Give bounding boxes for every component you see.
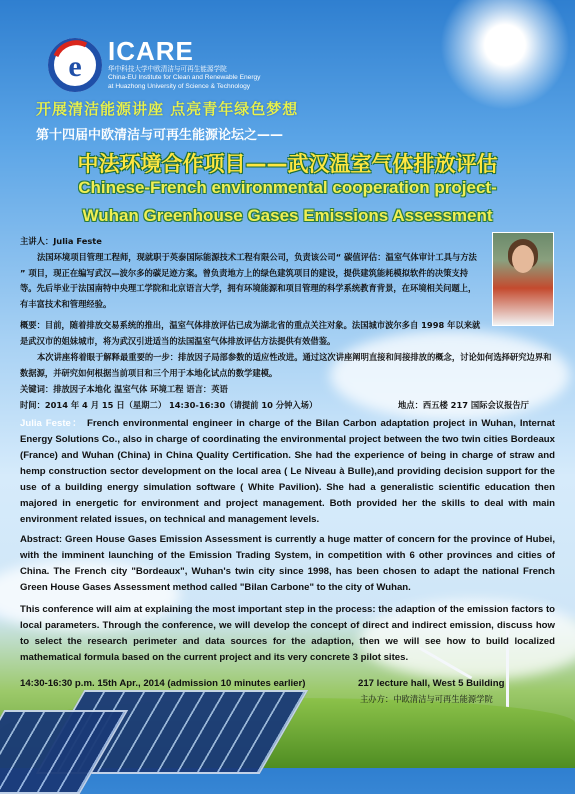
sun-glare bbox=[440, 0, 570, 110]
logo-sub-line: at Huazhong University of Science & Technology bbox=[108, 82, 251, 90]
time-en: 14:30-16:30 p.m. 15th Apr., 2014 (admission 10 minutes earlier) bbox=[20, 678, 306, 689]
summary-text-2: 本次讲座将着眼于解释最重要的一步：排放因子局部参数的适应性改进。通过这次讲座阐明直接和间接排放的概念，讨论如何选择研究边界和数据源，并研究如何根据当前项目和三个用于本地化试点的数学建模。 bbox=[20, 352, 552, 378]
speaker-bio-cn: 法国环境项目管理工程师，现就职于英泰国际能源技术工程有限公司，负责该公司“ 碳值评估：温室气体审计工具与方法 ” 项目，现正在编写武汉—波尔多的碳足迹方案。曾负责地方上的绿色建筑项目的建设，提供建筑能耗模拟软件的决策支持等。先后毕业于法国南特中央理工学院和北京语言大学，拥有环境能源和项目管理的科学系统教育背景，在环境相关问题上，有丰富技术和管理经验。 bbox=[20, 252, 477, 309]
main-title-en-line1: Chinese-French environmental cooperation project- bbox=[78, 178, 497, 197]
logo-sub-line: 华中科技大学中欧清洁与可再生能源学院 bbox=[108, 66, 227, 73]
summary-label: 概要： bbox=[20, 320, 45, 330]
abstract-text-2: This conference will aim at explaining the most important step in the process: the adaption of the emission factors to local parameters. Through the conference, we will develop the concept of direct and indirect emission, discuss how to select the research perimeter and data sources for the adaption, then we will see how to build localized mathematical formula based on the current project and its very concrete 3 pilot sites. bbox=[20, 604, 555, 663]
time-cn: 时间：2014 年 4 月 15 日（星期二） 14:30-16:30（请提前 10 分钟入场） bbox=[20, 400, 318, 410]
main-title-cn: 中法环境合作项目——武汉温室气体排放评估 bbox=[77, 152, 498, 176]
logo-wordmark: ICARE bbox=[108, 36, 194, 66]
speaker-label: 主讲人： bbox=[20, 236, 54, 246]
place-cn: 地点：西五楼 217 国际会议报告厅 bbox=[398, 400, 529, 410]
keywords-line: 关键词：排放因子本地化 温室气体 环境工程 语言：英语 bbox=[20, 384, 228, 394]
abstract-label: Abstract: bbox=[20, 534, 63, 545]
speaker-bio-en bbox=[20, 416, 555, 528]
logo-sub-line: China-EU Institute for Clean and Renewable Energy bbox=[108, 74, 261, 82]
logo-subtitle bbox=[108, 66, 260, 91]
speaker-section-cn bbox=[20, 234, 482, 250]
bio-en-text: French environmental engineer in charge of the Bilan Carbon adaptation project in Wuhan, Internat Energy Solutions Co., also in charge of coordinating the environmental project between the two twin cities Bordeaux (France) and Wuhan (China) in China Quality Certification. She had the experience of being in charge of straw and hemp construction sector development on the local area ( Le Niveau à Bulle),and providing decision support for the use of a building energy simulation software ( White Pavilion). She had a generalistic scientific education then majored in energetic for environment and project management. Both provided her the skills to deal with main environment related issues, on technical and management levels. bbox=[20, 418, 555, 525]
icare-logo-icon bbox=[46, 36, 104, 94]
forum-title: 第十四届中欧清洁与可再生能源论坛之—— bbox=[36, 128, 284, 143]
organizer: 主办方：中欧清洁与可再生能源学院 bbox=[360, 694, 493, 704]
slogan: 开展清洁能源讲座 点亮青年绿色梦想 bbox=[36, 100, 299, 118]
summary-text-1: 目前，随着排放交易系统的推出，温室气体排放评估已成为湖北省的重点关注对象。法国城市波尔多自 1998 年以来就是武汉市的姐妹城市，将为武汉引进适当的法国温室气体排放评估方法提供有效借鉴。 bbox=[20, 320, 481, 346]
bio-en-label: Julia Feste： bbox=[20, 418, 84, 429]
main-title-en-line2: Wuhan Greenhouse Gases Emissions Assessment bbox=[82, 206, 493, 225]
speaker-name: Julia Feste bbox=[53, 236, 102, 246]
abstract-en bbox=[20, 532, 555, 596]
summary-cn bbox=[20, 318, 482, 349]
abstract-text: Green House Gases Emission Assessment is currently a huge matter of concern for the province of Hubei, with the imminent launching of the Emission Trading System, in competition with 6 other provinces and cities of China. The French city "Bordeaux", Wuhan's twin city since 1998, has been chosen to adapt the national French Green House Gases Assessment method called "Bilan Carbone" to the city of Wuhan. bbox=[20, 534, 555, 593]
svg-text:e: e bbox=[68, 50, 82, 83]
speaker-photo bbox=[492, 232, 554, 326]
place-en: 217 lecture hall, West 5 Building bbox=[358, 678, 505, 689]
